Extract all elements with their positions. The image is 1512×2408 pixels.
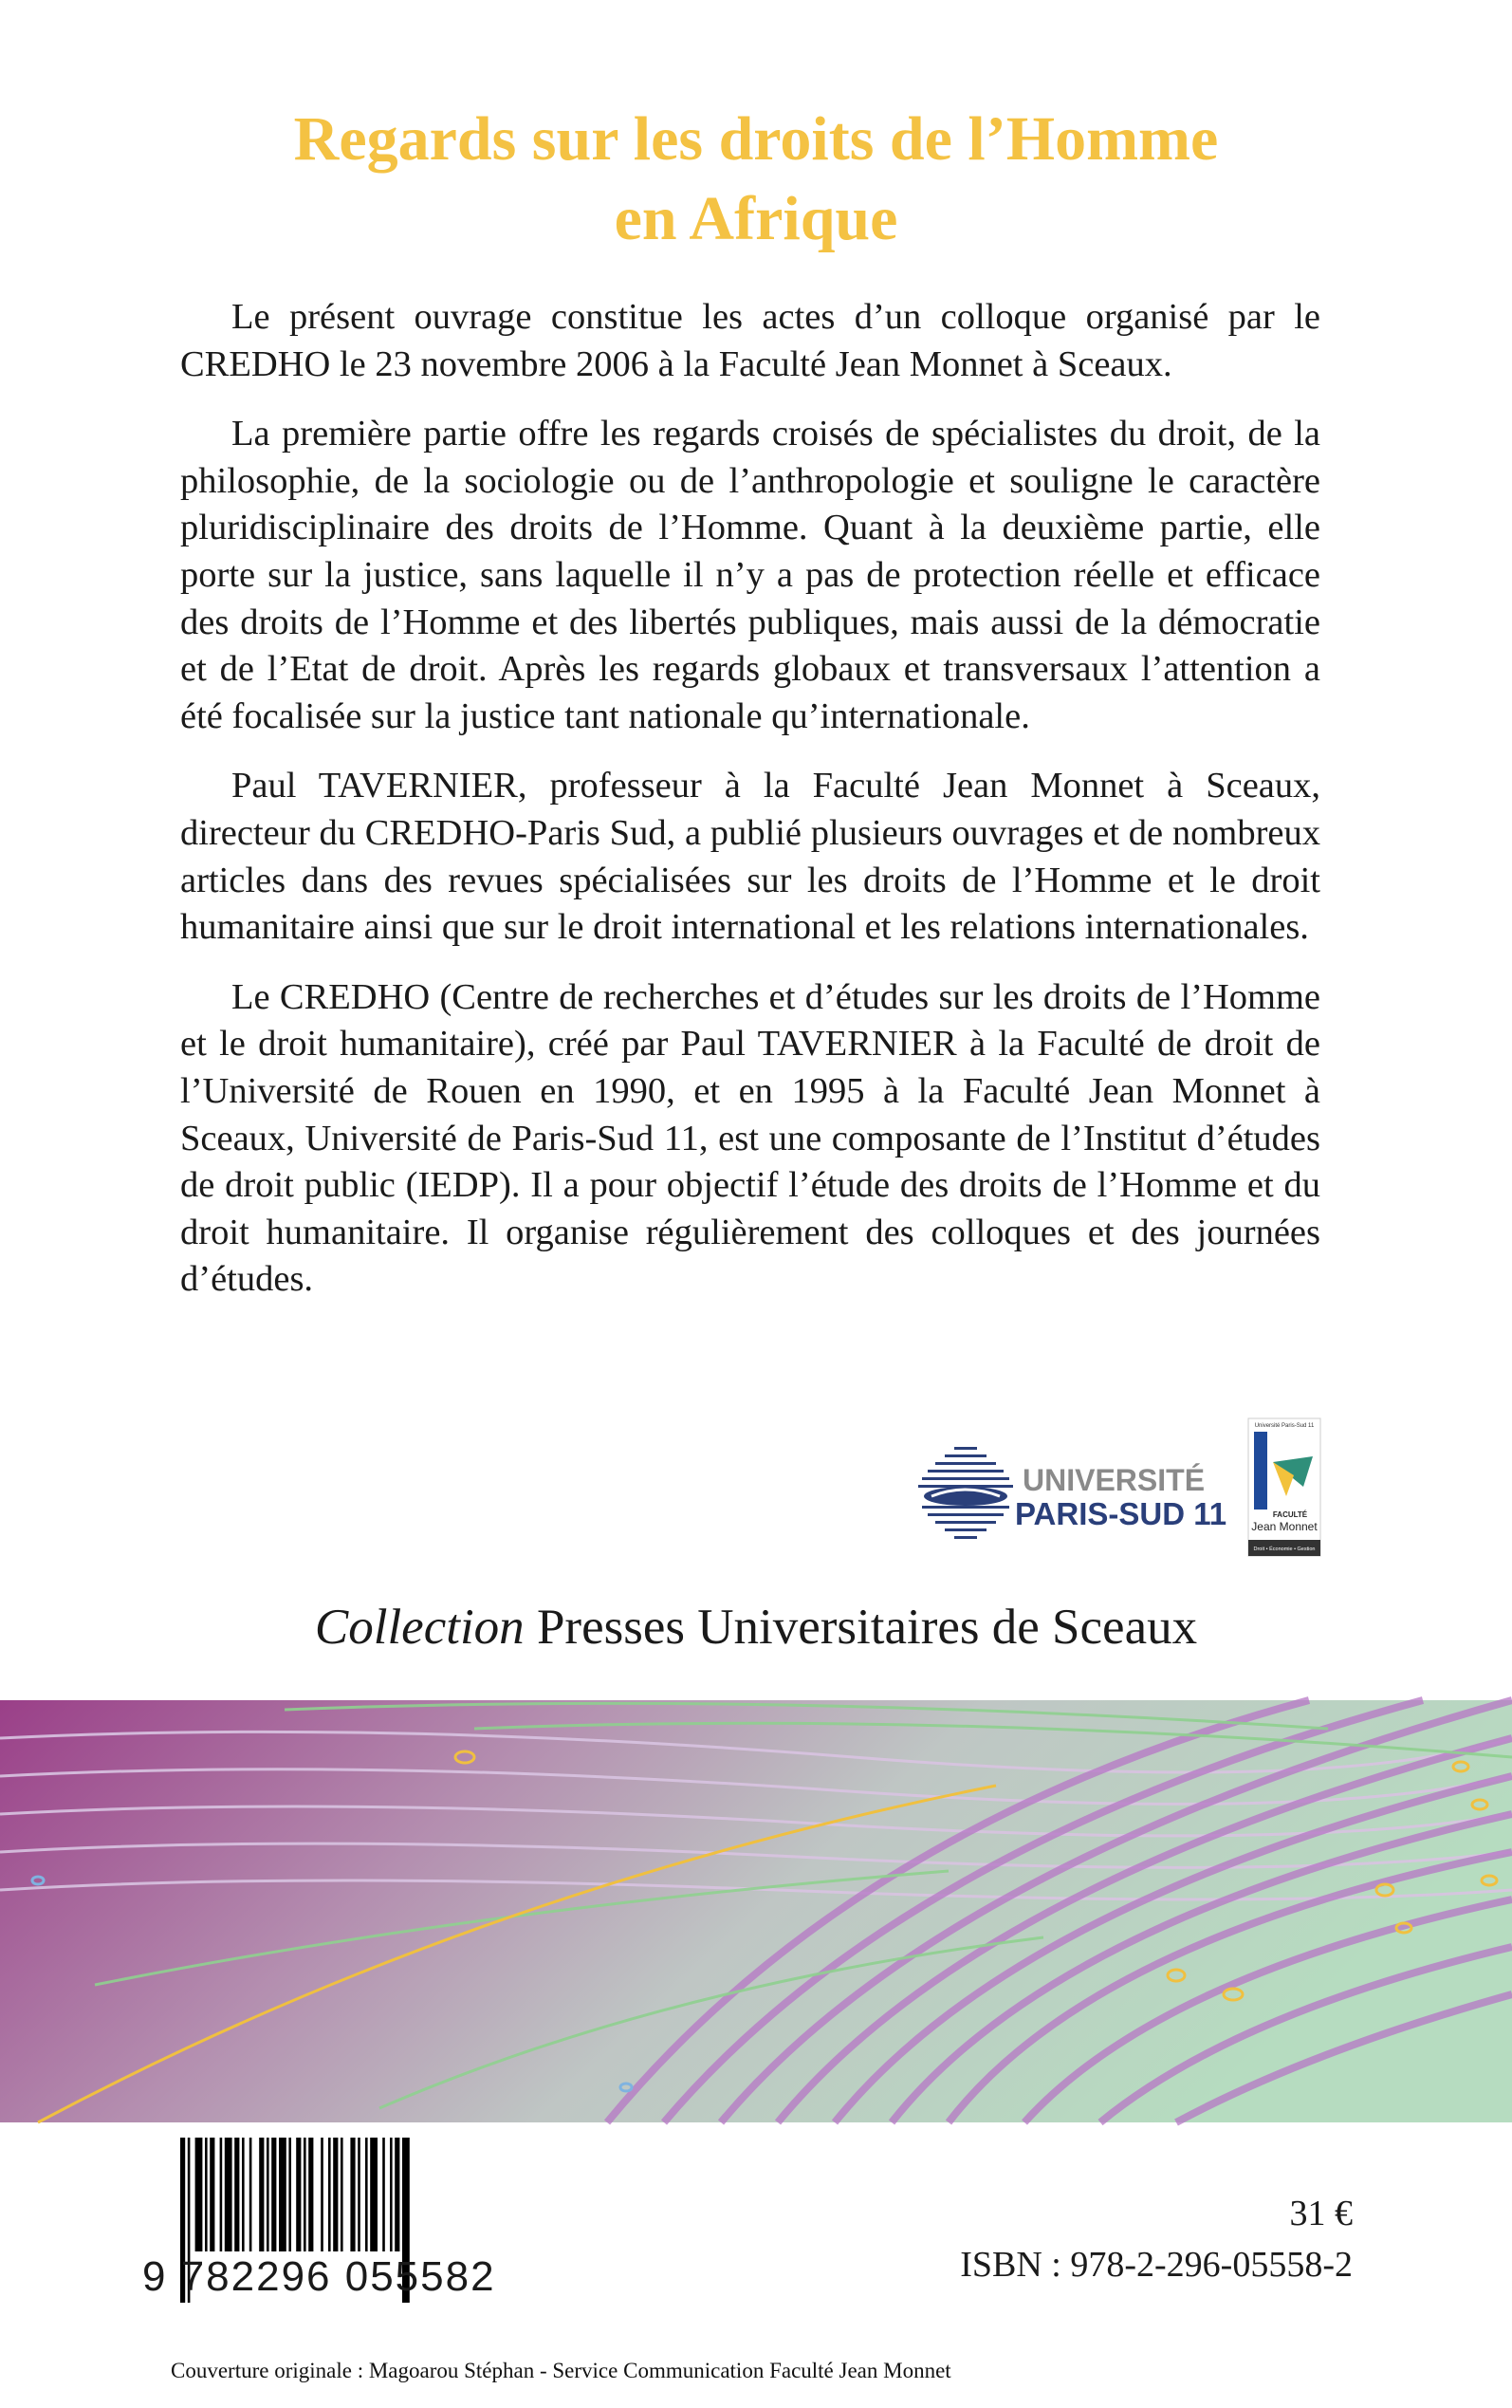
barcode-bar <box>341 2138 343 2251</box>
price: 31 € <box>1289 2194 1353 2233</box>
collection-label: Collection <box>314 1600 525 1655</box>
barcode-bar <box>234 2138 239 2251</box>
barcode-bar <box>333 2138 338 2251</box>
fjm-logo-bottom: Droit • Économie • Gestion <box>1253 1547 1316 1552</box>
barcode-bar <box>370 2138 378 2251</box>
barcode-digits: 9 782296 055582 <box>142 2253 496 2300</box>
paragraph-content: La première partie offre les regards croisés de spécialistes du droit, de la philosophie, de la sociologie ou de l’anthropologie et souligne le caractère pluridisciplinaire des droits de l’Homme. Quant à la deuxième partie, elle porte sur la justice, sans laquelle il n’y a pas de protection réelle et efficace des droits de l’Homme et des libertés publiques, mais aussi de la démocratie et de l’Etat de droit. Après les regards globaux et transversaux l’attention a été focalisée sur la justice tant nationale qu’internationale. <box>180 414 1320 736</box>
barcode-bar <box>358 2138 360 2251</box>
barcode-bar <box>308 2138 313 2251</box>
collection-publisher: Presses Universitaires de Sceaux <box>524 1600 1198 1655</box>
back-cover-text <box>180 294 1320 1326</box>
barcode-bar <box>242 2138 245 2251</box>
title-line-2: en Afrique <box>614 184 898 253</box>
barcode-bar <box>225 2138 232 2251</box>
barcode-bar <box>249 2138 252 2251</box>
barcode-bar <box>279 2138 286 2251</box>
barcode-bar <box>390 2138 393 2251</box>
paragraph-credho: Le CREDHO (Centre de recherches et d’études sur les droits de l’Homme et le droit humanitaire), créé par Paul TAVERNIER à la Faculté de droit de l’Université de Rouen en 1990, et en 1995 à la Faculté Jean Monnet à Sceaux, Université de Paris-Sud 11, est une composante de l’Institut d’études de droit public (IEDP). Il a pour objectif l’étude des droits de l’Homme et du droit humanitaire. Il organise régulièrement des colloques et des journées d’études. <box>180 976 1320 1300</box>
faculte-jean-monnet-logo <box>1248 1418 1320 1556</box>
barcode-bar <box>205 2138 208 2251</box>
barcode-bar <box>220 2138 223 2251</box>
title-line-1: Regards sur les droits de l’Homme <box>293 104 1219 174</box>
barcode-bar <box>395 2138 399 2251</box>
fjm-logo-faculte: FACULTÉ <box>1272 1510 1308 1519</box>
barcode-bar <box>259 2138 264 2251</box>
fjm-logo-top: Université Paris-Sud 11 <box>1254 1423 1315 1429</box>
paragraph-intro: Le présent ouvrage constitue les actes d’un colloque organisé par le CREDHO le 23 novembre 2006 à la Faculté Jean Monnet à Sceaux. <box>180 297 1320 384</box>
barcode-bar <box>328 2138 331 2251</box>
barcode-bar <box>271 2138 276 2251</box>
collection-name <box>0 1594 1512 1660</box>
ups-logo-line1: UNIVERSITÉ <box>1023 1463 1206 1497</box>
barcode-bar <box>350 2138 355 2251</box>
barcode-bar <box>195 2138 203 2251</box>
cover-credit: Couverture originale : Magoarou Stéphan - Service Communication Faculté Jean Monnet <box>171 2359 951 2382</box>
logos <box>918 1418 1317 1556</box>
barcode-bar <box>321 2138 323 2251</box>
universite-paris-sud-logo <box>918 1445 1227 1540</box>
book-title <box>0 100 1512 259</box>
barcode-bar <box>382 2138 385 2251</box>
barcode-bar <box>210 2138 214 2251</box>
barcode-bar <box>267 2138 269 2251</box>
isbn: ISBN : 978-2-296-05558-2 <box>960 2245 1353 2285</box>
paragraph-author: Paul TAVERNIER, professeur à la Faculté Jean Monnet à Sceaux, directeur du CREDHO-Paris Sud, a publié plusieurs ouvrages et de nombreux articles dans des revues spécialisées sur les droits de l’Homme et le droit humanitaire ainsi que sur le droit international et les relations internationales. <box>180 766 1320 948</box>
barcode-bar <box>304 2138 306 2251</box>
barcode-bar <box>288 2138 291 2251</box>
ups-logo-line2: PARIS-SUD 11 <box>1015 1496 1227 1531</box>
barcode-bar <box>365 2138 368 2251</box>
fjm-logo-name: Jean Monnet <box>1251 1520 1318 1533</box>
decorative-banner <box>0 1700 1512 2122</box>
barcode-bar <box>296 2138 301 2251</box>
